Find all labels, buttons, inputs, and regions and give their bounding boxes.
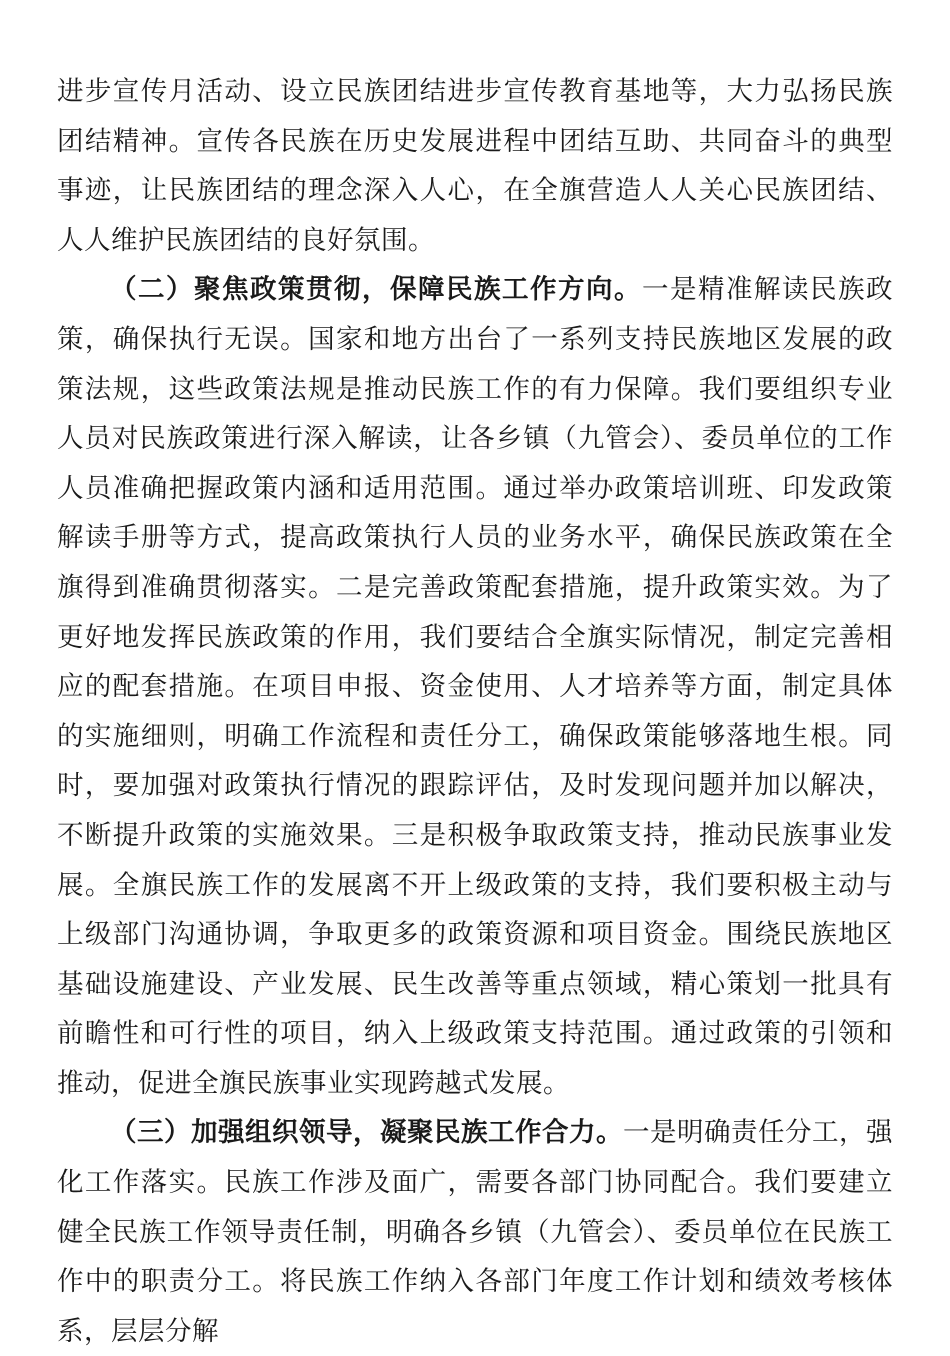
section-heading-three: （三）加强组织领导，凝聚民族工作合力。 (110, 1117, 623, 1149)
section-heading-two: （二）聚焦政策贯彻，保障民族工作方向。 (110, 274, 642, 306)
paragraph-text: 一是精准解读民族政策，确保执行无误。国家和地方出台了一系列支持民族地区发展的政策法规，这些政策法规是推动民族工作的有力保障。我们要组织专业人员对民族政策进行深入解读，让各乡镇（九管会）、委员单位的工作人员准确把握政策内涵和适用范围。通过举办政策培训班、印发政策解读手册等方式，提高政策执行人员的业务水平，确保民族政策在全旗得到准确贯彻落实。二是完善政策配套措施，提升政策实效。为了更好地发挥民族政策的作用，我们要结合全旗实际情况，制定完善相应的配套措施。在项目申报、资金使用、人才培养等方面，制定具体的实施细则，明确工作流程和责任分工，确保政策能够落地生根。同时，要加强对政策执行情况的跟踪评估，及时发现问题并加以解决，不断提升政策的实施效果。三是积极争取政策支持，推动民族事业发展。全旗民族工作的发展离不开上级政策的支持，我们要积极主动与上级部门沟通协调，争取更多的政策资源和项目资金。围绕民族地区基础设施建设、产业发展、民生改善等重点领域，精心策划一批具有前瞻性和可行性的项目，纳入上级政策支持范围。通过政策的引领和推动，促进全旗民族事业实现跨越式发展。 (57, 274, 893, 1099)
paragraph-text: 进步宣传月活动、设立民族团结进步宣传教育基地等，大力弘扬民族团结精神。宣传各民族在历史发展进程中团结互助、共同奋斗的典型事迹，让民族团结的理念深入人心，在全旗营造人人关心民族团结、人人维护民族团结的良好氛围。 (57, 76, 893, 256)
document-body (57, 67, 893, 1356)
paragraph-section-three (57, 1108, 893, 1356)
paragraph-section-two (57, 265, 893, 1108)
paragraph-text: 一是明确责任分工，强化工作落实。民族工作涉及面广，需要各部门协同配合。我们要建立健全民族工作领导责任制，明确各乡镇（九管会）、委员单位在民族工作中的职责分工。将民族工作纳入各部门年度工作计划和绩效考核体系，层层分解 (57, 1117, 893, 1347)
paragraph-continuation (57, 67, 893, 265)
